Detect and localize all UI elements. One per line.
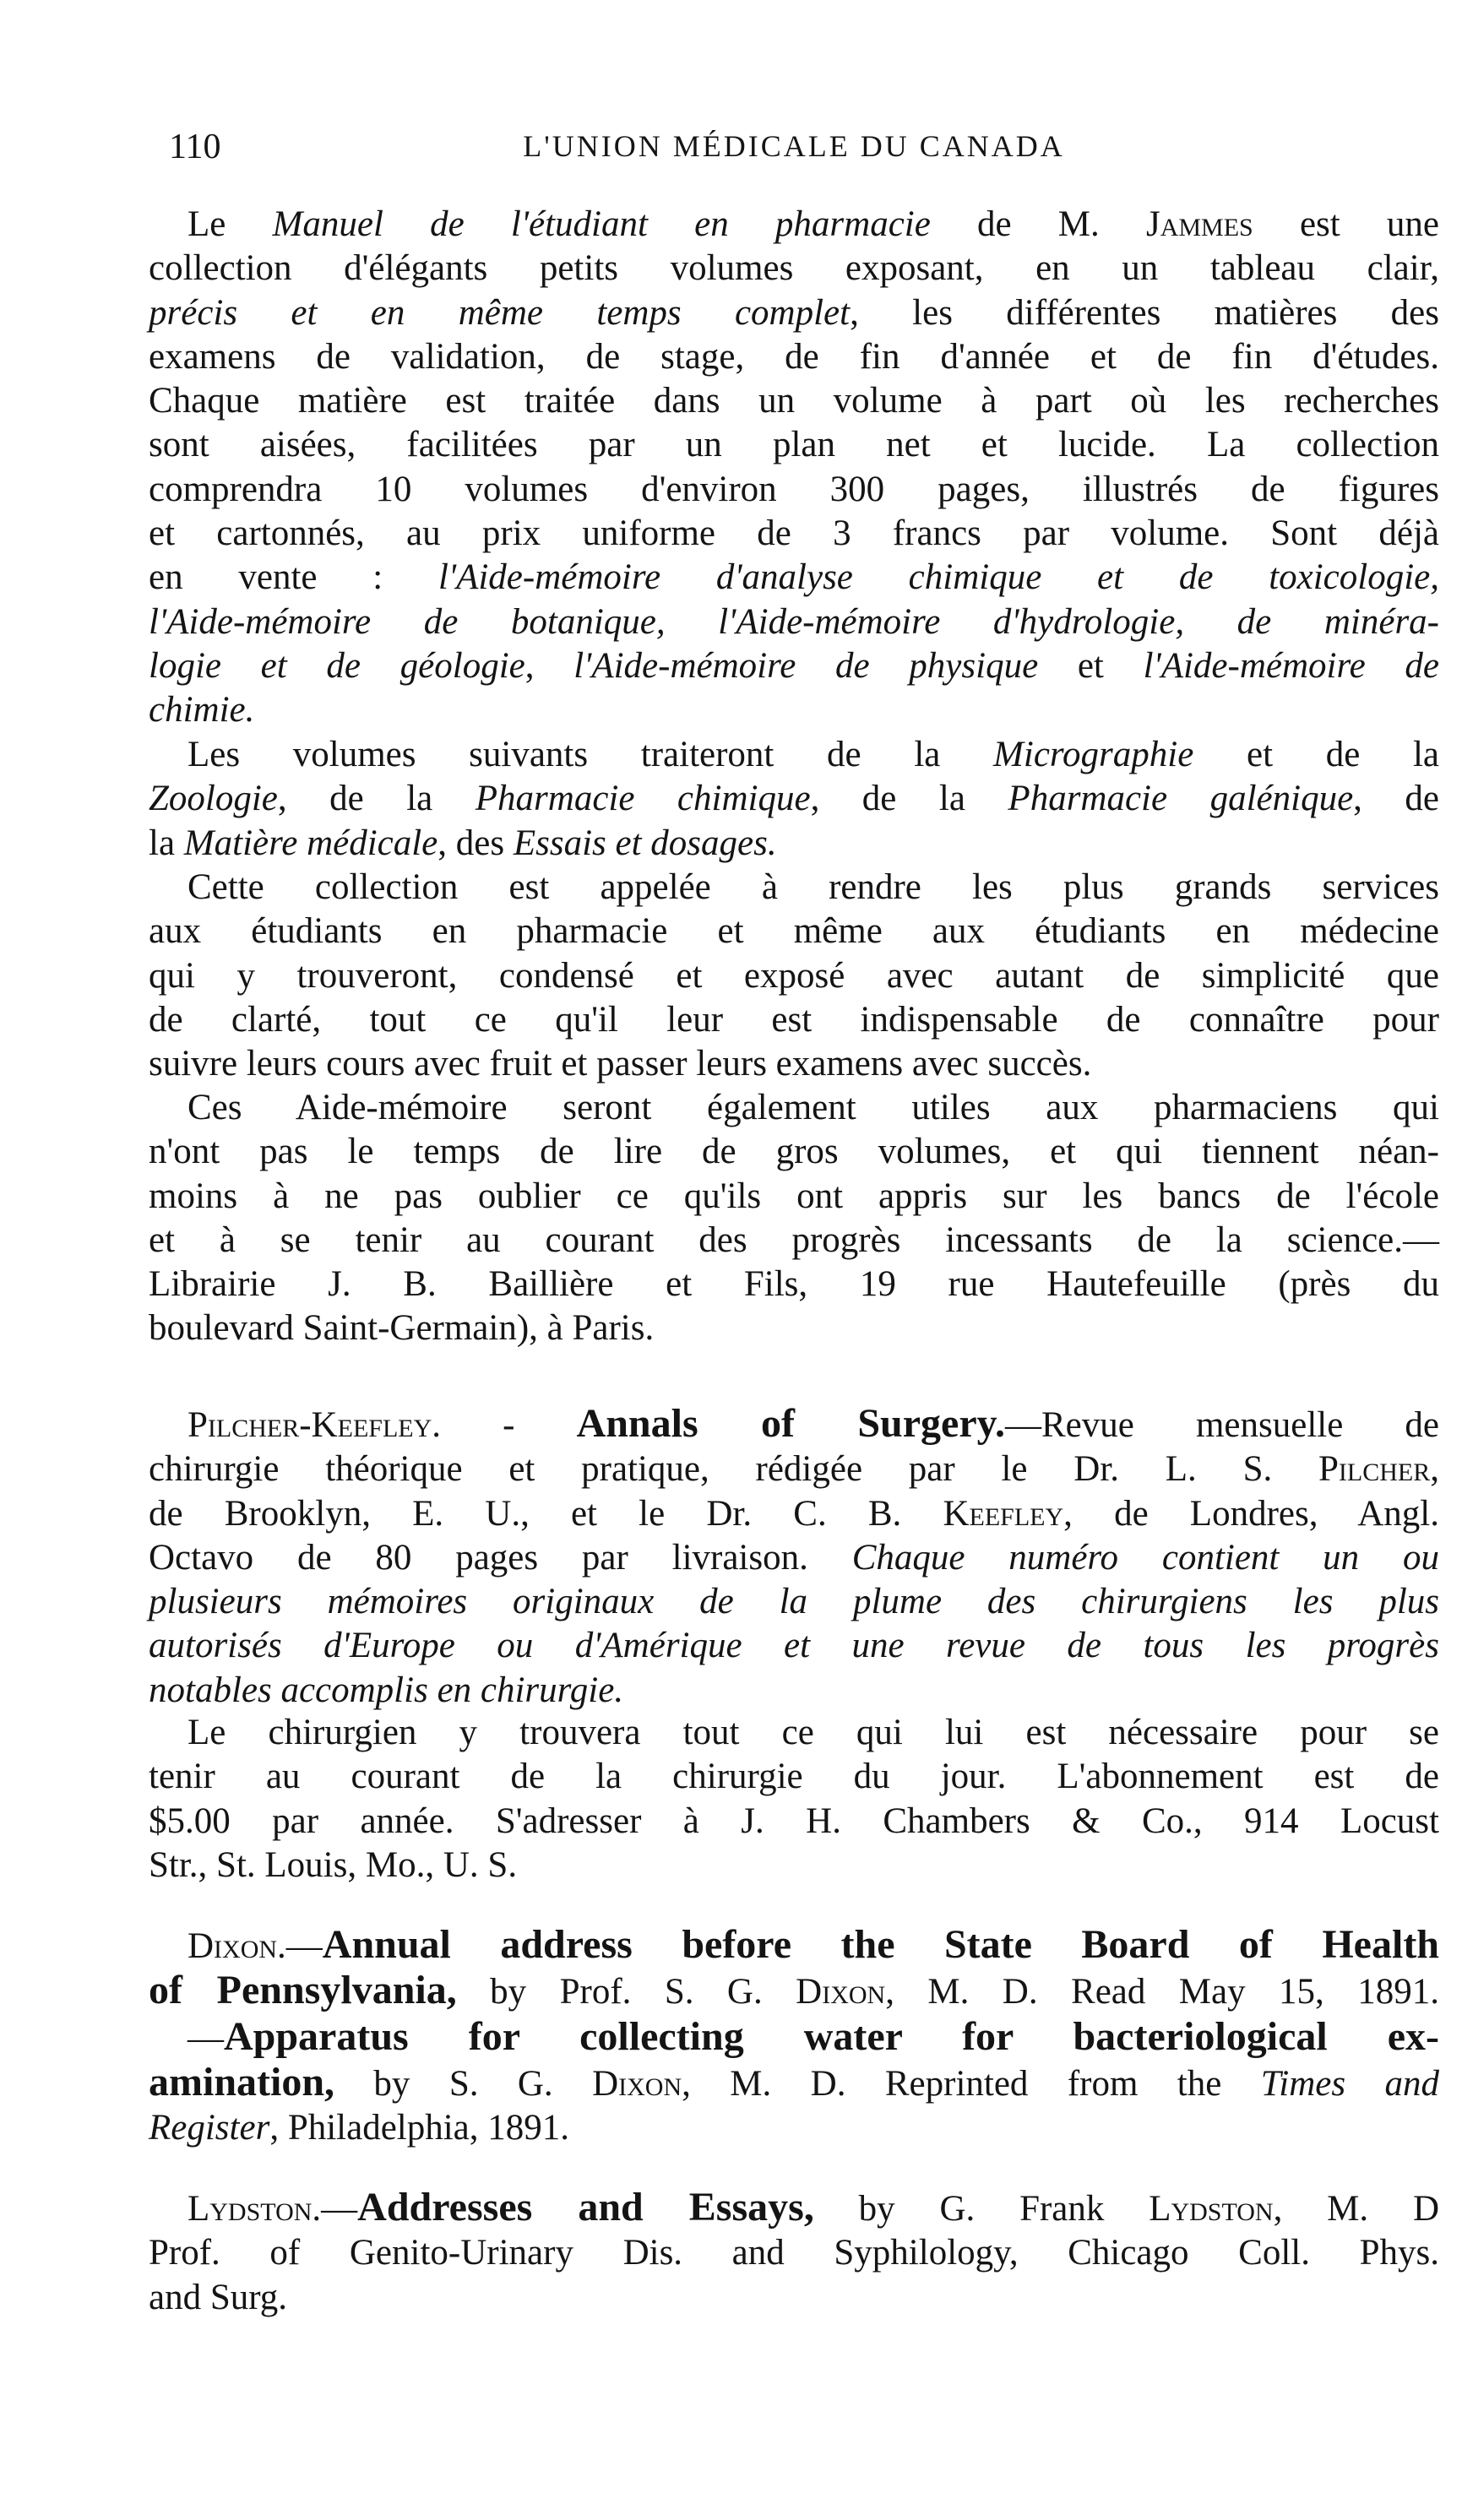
text-line: and Surg. — [149, 2277, 288, 2317]
text-line: suivre leurs cours avec fruit et passer leurs examens avec succès. — [149, 1044, 1092, 1084]
text-line: la Matière médicale, des Essais et dosages. — [149, 823, 777, 863]
text-line: aux étudiants en pharmacie et même aux étudiants en médecine — [149, 911, 1439, 952]
text-line: Lydston.—Addresses and Essays, by G. Frank Lydston, M. D — [188, 2185, 1440, 2229]
entry-dixon — [149, 1923, 1439, 2150]
text-line: comprendra 10 volumes d'environ 300 pages, illustrés de figures — [149, 469, 1439, 509]
running-title: L'UNION MÉDICALE DU CANADA — [523, 129, 1065, 163]
text-line: Librairie J. B. Baillière et Fils, 19 rue Hautefeuille (près du — [149, 1264, 1439, 1305]
text-line: collection d'élégants petits volumes exposant, en un tableau clair, — [149, 248, 1439, 289]
text-line: Les volumes suivants traiteront de la Micrographie et de la — [188, 735, 1439, 774]
text-line: Str., St. Louis, Mo., U. S. — [149, 1844, 518, 1885]
text-line: Ces Aide-mémoire seront également utiles aux pharmaciens qui — [188, 1088, 1439, 1127]
text-line: amination, by S. G. Dixon, M. D. Reprinted from the Times and — [149, 2059, 1439, 2105]
paragraph-manuel-etudiant — [149, 203, 1439, 733]
text-line: autorisés d'Europe ou d'Amérique et une revue de tous les progrès — [149, 1626, 1439, 1666]
text-line: en vente : l'Aide-mémoire d'analyse chimique et de toxicologie, — [149, 557, 1439, 598]
entry-pilcher-keefley — [149, 1402, 1439, 1713]
text-line: —Apparatus for collecting water for bacteriological ex- — [188, 2013, 1439, 2059]
text-line: of Pennsylvania, by Prof. S. G. Dixon, M. D. Read May 15, 1891. — [149, 1968, 1439, 2013]
text-line: et cartonnés, au prix uniforme de 3 francs par volume. Sont déjà — [149, 513, 1439, 554]
text-line: n'ont pas le temps de lire de gros volumes, et qui tiennent néan- — [149, 1132, 1439, 1172]
text-line: plusieurs mémoires originaux de la plume des chirurgiens les plus — [149, 1582, 1439, 1622]
paragraph-volumes-suivants — [149, 733, 1439, 866]
text-line: Pilcher-Keefley. - Annals of Surgery.—Revue mensuelle de — [188, 1401, 1439, 1446]
text-line: sont aisées, facilitées par un plan net et lucide. La collection — [149, 425, 1439, 465]
text-line: logie et de géologie, l'Aide-mémoire de physique et l'Aide-mémoire de — [149, 645, 1439, 686]
text-line: chimie. — [149, 690, 255, 730]
text-line: Octavo de 80 pages par livraison. Chaque numéro contient un ou — [149, 1537, 1439, 1578]
paragraph-aide-memoire — [149, 1086, 1439, 1351]
text-line: Prof. of Genito-Urinary Dis. and Syphilology, Chicago Coll. Phys. — [149, 2233, 1439, 2273]
text-line: boulevard Saint-Germain), à Paris. — [149, 1308, 655, 1349]
page-header — [169, 127, 1419, 177]
text-line: Le chirurgien y trouvera tout ce qui lui est nécessaire pour se — [188, 1713, 1439, 1752]
entry-lydston — [149, 2186, 1439, 2320]
text-line: examens de validation, de stage, de fin d'année et de fin d'études. — [149, 336, 1439, 377]
text-line: notables accomplis en chirurgie. — [149, 1670, 624, 1710]
text-line: Cette collection est appelée à rendre les plus grands services — [188, 867, 1439, 907]
text-line: de clarté, tout ce qu'il leur est indispensable de connaître pour — [149, 999, 1439, 1040]
text-line: Le Manuel de l'étudiant en pharmacie de M. Jammes est une — [188, 204, 1439, 244]
text-line: l'Aide-mémoire de botanique, l'Aide-mémoire d'hydrologie, de minéra- — [149, 601, 1439, 642]
text-line: précis et en même temps complet, les différentes matières des — [149, 292, 1439, 333]
text-line: moins à ne pas oublier ce qu'ils ont appris sur les bancs de l'école — [149, 1176, 1439, 1216]
text-line: Chaque matière est traitée dans un volume à part où les recherches — [149, 381, 1439, 421]
text-line: et à se tenir au courant des progrès incessants de la science.— — [149, 1219, 1439, 1260]
paragraph-chirurgien — [149, 1711, 1439, 1887]
text-line: tenir au courant de la chirurgie du jour. L'abonnement est de — [149, 1757, 1439, 1797]
text-line: $5.00 par année. S'adresser à J. H. Chambers & Co., 914 Locust — [149, 1800, 1439, 1841]
text-line: de Brooklyn, E. U., et le Dr. C. B. Keefley, de Londres, Angl. — [149, 1493, 1439, 1534]
text-line: Zoologie, de la Pharmacie chimique, de la Pharmacie galénique, de — [149, 779, 1439, 819]
text-line: qui y trouveront, condensé et exposé avec autant de simplicité que — [149, 955, 1439, 996]
text-line: Register, Philadelphia, 1891. — [149, 2108, 570, 2148]
text-line: Dixon.—Annual address before the State Board of Health — [188, 1922, 1439, 1967]
page-number: 110 — [169, 128, 221, 166]
text-line: chirurgie théorique et pratique, rédigée par le Dr. L. S. Pilcher, — [149, 1449, 1439, 1490]
paragraph-collection-appelee — [149, 866, 1439, 1086]
